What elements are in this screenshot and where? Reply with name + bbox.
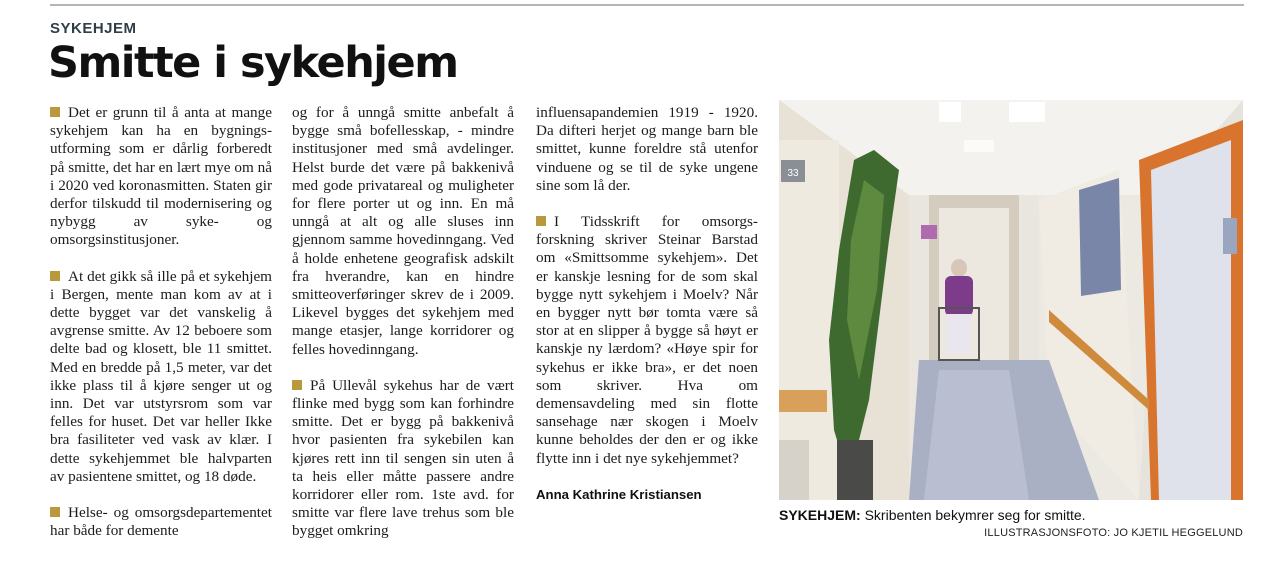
text-column-1 — [50, 104, 272, 558]
corridor-photo — [779, 100, 1243, 500]
paragraph-5: I Tidsskrift for omsorgs-forskning skriver Steinar Barstad om «Smittsomme sykehjem». Det er kanskje lesning for de som skal bygge nytt sykehjem i Moelv? Når en bygger nytt bør tomta være så stor at en slipper å bygge så høyt er kanskje ny lærdom? «Høye spir for sykehus er ikke bra», er det noen som skriver. Hva om demensavdeling med sin flotte sansehage nær skogen i Moelv kunne beholdes der den er og ikke flytte inn i det nye sykehjemmet? — [536, 213, 758, 467]
top-rule — [50, 4, 1244, 6]
text-column-2 — [292, 104, 514, 559]
caption-text: Skribenten bekymrer seg for smitte. — [860, 507, 1086, 523]
square-bullet-icon — [292, 380, 302, 390]
text-column-3 — [536, 104, 758, 504]
caption-label: SYKEHJEM: — [779, 507, 861, 523]
paragraph-3-start: Helse- og omsorgsdepartementet har både for demente — [50, 504, 272, 540]
square-bullet-icon — [50, 271, 60, 281]
square-bullet-icon — [50, 107, 60, 117]
paragraph-1: Det er grunn til å anta at mange sykehjem kan ha en bygningsutforming som er dårlig forberedt på smitte, det har en lært mye om nå i 2020 ved koronasmitten. Staten gir derfor tilskudd til modernisering og nybygg av syke- og omsorgsinstitusjoner. — [50, 104, 272, 249]
paragraph-4-end: influensapandemien 1919 - 1920. Da difteri herjet og mange barn ble smittet, kunne foreldre stå utenfor vinduene og se til de syke ungene sine som lå der. — [536, 104, 758, 194]
photo-caption — [779, 507, 1243, 523]
paragraph-3-end: og for å unngå smitte anbefalt å bygge små bofellesskap, - mindre institusjoner med små avdelinger. Helst burde det være på bakkenivå med gode privatareal og muligheter for flere porter ut og inn. En må unngå at alt og alle sluses inn gjennom samme hovedinngang. Ved å holde enhetene geografisk adskilt fra hverandre, kan en hindre smitteoverføringer skrev de i 2009. Likevel bygges det sykehjem med mange etasjer, lange korridorer og felles hovedinngang. — [292, 104, 514, 358]
square-bullet-icon — [50, 507, 60, 517]
room-number: 33 — [787, 168, 799, 179]
photo-credit: ILLUSTRASJONSFOTO: JO KJETIL HEGGELUND — [984, 527, 1243, 539]
paragraph-4-start: På Ullevål sykehus har de vært flinke med bygg som kan forhindre smitte. Det er bygg på bakkenivå hvor pasienten fra sykebilen kan kjøres rett inn til sengen sin uten å ta heis eller måtte passere andre korridorer eller rom. 1ste avd. for smitte var flere lave trehus som ble bygget omkring — [292, 376, 514, 540]
paragraph-2: At det gikk så ille på et sykehjem i Bergen, mente man kom av at i dette bygget var det vanskelig å avgrense smitte. Av 12 beboere som delte bad og klosett, ble 11 smittet. Med en bredde på 1,5 meter, var det ikke plass til å kjøre senger ut og inn. Det var utstyrsrom som var felles for huset. Det var heller Ikke bra fasiliteter ved vask av klær. I dette sykehjemmet ble halvparten av pasientene smittet, og 18 døde. — [50, 267, 272, 485]
author-byline: Anna Kathrine Kristiansen — [536, 486, 702, 502]
corridor-illustration — [779, 100, 1243, 500]
article-headline: Smitte i sykehjem — [48, 38, 458, 88]
section-kicker: SYKEHJEM — [50, 20, 137, 37]
square-bullet-icon — [536, 216, 546, 226]
